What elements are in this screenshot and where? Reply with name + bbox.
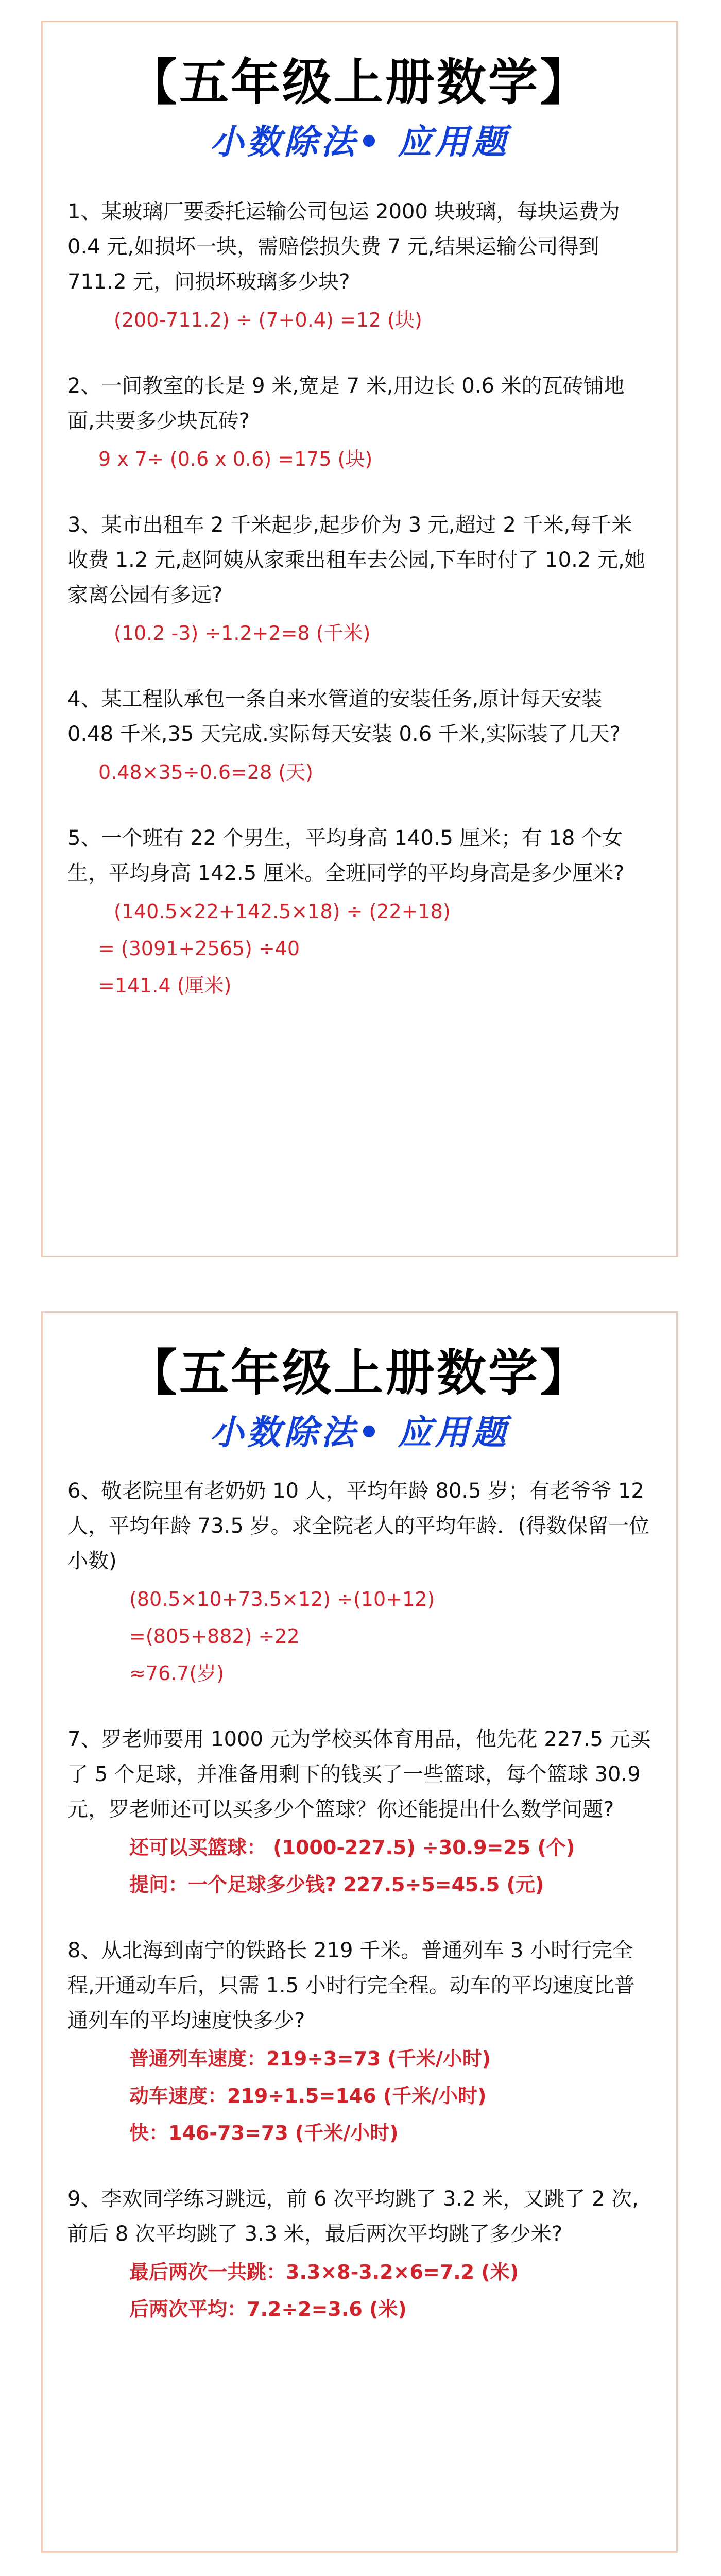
card-subtitle: 小数除法• 应用题 xyxy=(210,1412,509,1452)
problem-5 xyxy=(67,821,651,1002)
problem-8 xyxy=(67,1933,651,2149)
problem-9 xyxy=(67,2181,651,2326)
problem-7 xyxy=(67,1722,651,1901)
problem-answer: =141.4 (厘米) xyxy=(98,974,232,997)
problem-answer: 提问：一个足球多少钱? 227.5÷5=45.5 (元) xyxy=(129,1873,544,1896)
problem-question: 4、某工程队承包一条自来水管道的安装任务,原计每天安装 0.48 千米,35 天完成.实际每天安装 0.6 千米,实际装了几天? xyxy=(67,687,621,746)
worksheet-card-1 xyxy=(41,21,678,1257)
problem-question: 7、罗老师要用 1000 元为学校买体育用品，他先花 227.5 元买了 5 个足球，并准备用剩下的钱买了一些篮球，每个篮球 30.9 元，罗老师还可以买多少个篮球？你还能提出什么数学问题? xyxy=(67,1727,651,1821)
problem-question: 6、敬老院里有老奶奶 10 人，平均年龄 80.5 岁；有老爷爷 12 人，平均年龄 73.5 岁。求全院老人的平均年龄．(得数保留一位小数) xyxy=(67,1479,650,1573)
card-title: 【五年级上册数学】 xyxy=(128,54,591,111)
problem-question: 9、李欢同学练习跳远，前 6 次平均跳了 3.2 米，又跳了 2 次,前后 8 次平均跳了 3.3 米，最后两次平均跳了多少米? xyxy=(67,2187,639,2246)
problem-answer: 9 x 7÷ (0.6 x 0.6) =175 (块) xyxy=(98,448,373,470)
problem-answer: = (3091+2565) ÷40 xyxy=(98,937,300,960)
problem-answer: (80.5×10+73.5×12) ÷(10+12) xyxy=(129,1588,435,1611)
problem-answer: 0.48×35÷0.6=28 (天) xyxy=(98,761,313,784)
problem-4 xyxy=(67,682,651,789)
problem-answer: =(805+882) ÷22 xyxy=(129,1625,300,1648)
problem-question: 3、某市出租车 2 千米起步,起步价为 3 元,超过 2 千米,每千米收费 1.2 元,赵阿姨从家乘出租车去公园,下车时付了 10.2 元,她家离公园有多远? xyxy=(67,513,645,607)
problem-question: 1、某玻璃厂要委托运输公司包运 2000 块玻璃，每块运费为 0.4 元,如损坏一块，需赔偿损失费 7 元,结果运输公司得到 711.2 元，问损坏玻璃多少块? xyxy=(67,200,620,294)
problem-answer: 还可以买篮球： (1000-227.5) ÷30.9=25 (个) xyxy=(129,1836,575,1859)
problem-question: 2、一间教室的长是 9 米,宽是 7 米,用边长 0.6 米的瓦砖铺地面,共要多少块瓦砖? xyxy=(67,374,625,433)
problem-answer: 后两次平均：7.2÷2=3.6 (米) xyxy=(129,2298,407,2320)
problem-answer: 动车速度：219÷1.5=146 (千米/小时) xyxy=(129,2084,487,2107)
problem-answer: 快：146-73=73 (千米/小时) xyxy=(129,2122,399,2144)
problem-answer: ≈76.7(岁) xyxy=(129,1662,225,1685)
card-title: 【五年级上册数学】 xyxy=(128,1344,591,1402)
problem-question: 8、从北海到南宁的铁路长 219 千米。普通列车 3 小时行完全程,开通动车后，只需 1.5 小时行完全程。动车的平均速度比普通列车的平均速度快多少? xyxy=(67,1939,635,2032)
card-subtitle: 小数除法• 应用题 xyxy=(210,122,509,162)
problem-question: 5、一个班有 22 个男生，平均身高 140.5 厘米；有 18 个女生，平均身高 142.5 厘米。全班同学的平均身高是多少厘米? xyxy=(67,826,625,885)
problem-2 xyxy=(67,368,651,476)
problem-answer: (200-711.2) ÷ (7+0.4) =12 (块) xyxy=(114,309,422,331)
problem-answer: (140.5×22+142.5×18) ÷ (22+18) xyxy=(114,900,451,923)
worksheet-card-2 xyxy=(41,1311,678,2553)
problem-answer: (10.2 -3) ÷1.2+2=8 (千米) xyxy=(114,622,371,645)
problem-answer: 最后两次一共跳：3.3×8-3.2×6=7.2 (米) xyxy=(129,2261,519,2283)
problem-3 xyxy=(67,507,651,650)
problem-answer: 普通列车速度：219÷3=73 (千米/小时) xyxy=(129,2047,491,2070)
problem-6 xyxy=(67,1473,651,1690)
problem-1 xyxy=(67,194,651,336)
